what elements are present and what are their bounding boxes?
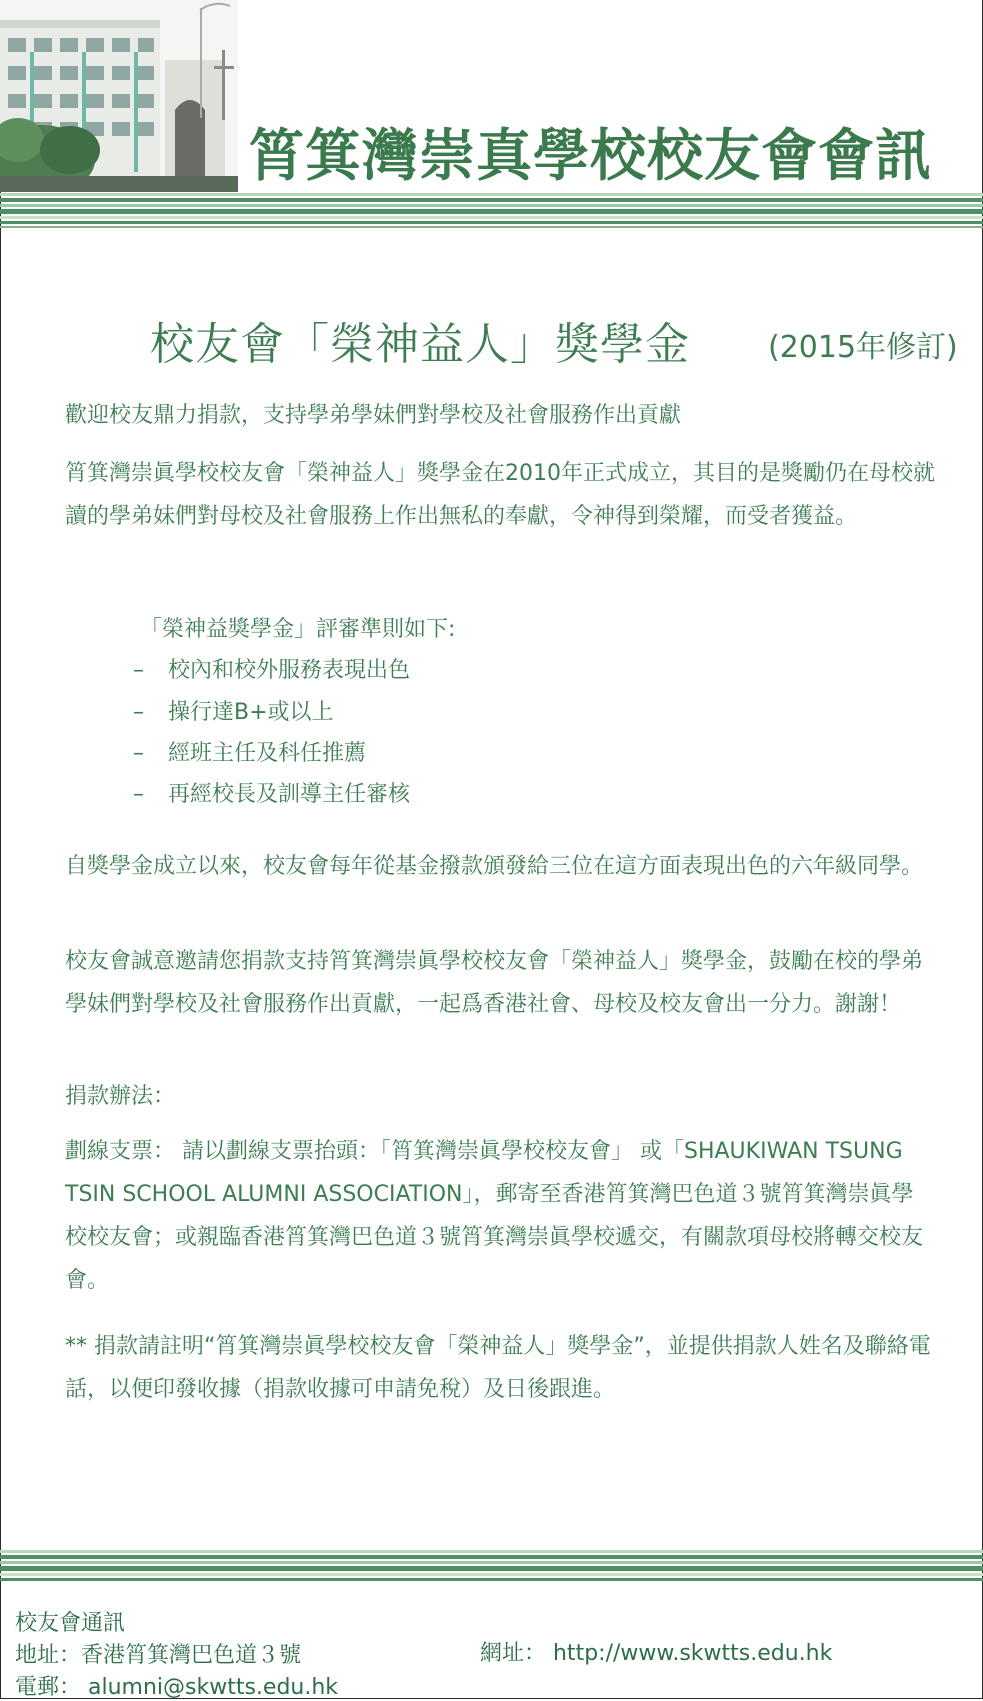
criteria-heading: 「榮神益獎學金」評審準則如下: xyxy=(140,617,456,642)
newsletter-header xyxy=(0,0,983,250)
criteria-item xyxy=(133,777,410,808)
criteria-item xyxy=(133,695,334,726)
scholarship-title-row xyxy=(0,298,983,368)
criteria-item-text: 經班主任及科任推薦 xyxy=(168,741,367,766)
criteria-item-text: 校內和校外服務表現出色 xyxy=(168,658,411,683)
revision-label: (2015年修訂) xyxy=(768,330,958,365)
donation-method-heading: 捐款辦法： xyxy=(65,1084,176,1109)
history-paragraph: 自獎學金成立以來，校友會每年從基金撥款頒發給三位在這方面表現出色的六年級同學。 xyxy=(65,854,924,879)
donation-method-paragraph: 劃線支票： 請以劃線支票抬頭：「筲箕灣崇眞學校校友會」 或「SHAUKIWAN TSUNG TSIN SCHOOL ALUMNI ASSOCIATION」，郵寄至香港筲箕灣巴色道３號筲箕灣崇眞學校校友會；或親臨香港筲箕灣巴色道３號筲箕灣崇眞學校遞交，有關款項母校將轉交校友會。 xyxy=(65,1139,924,1293)
footer-address: 地址：香港筲箕灣巴色道３號 xyxy=(15,1643,302,1668)
dash-bullet: – xyxy=(133,658,144,683)
footer-website: 網址： http://www.skwtts.edu.hk xyxy=(480,1641,833,1666)
dash-bullet: – xyxy=(133,700,144,725)
footer-stripes xyxy=(0,1550,983,1583)
dash-bullet: – xyxy=(133,741,144,766)
establishment-paragraph: 筲箕灣崇眞學校校友會「榮神益人」獎學金在2010年正式成立，其目的是獎勵仍在母校就讀的學弟妹們對母校及社會服務上作出無私的奉獻，令神得到榮耀，而受者獲益。 xyxy=(65,461,935,529)
newsletter-masthead: 筲箕灣崇真學校校友會會訊 xyxy=(248,123,932,189)
footer-newsletter-name: 校友會通訊 xyxy=(15,1611,126,1636)
dash-bullet: – xyxy=(133,782,144,807)
criteria-item xyxy=(133,653,410,684)
invitation-paragraph: 校友會誠意邀請您捐款支持筲箕灣崇眞學校校友會「榮神益人」獎學金，鼓勵在校的學弟學妹們對學校及社會服務作出貢獻，一起爲香港社會、母校及校友會出一分力。謝謝！ xyxy=(65,949,924,1017)
intro-paragraph: 歡迎校友鼎力捐款，支持學弟學妹們對學校及社會服務作出貢獻 xyxy=(65,403,682,428)
criteria-item-text: 操行達B+或以上 xyxy=(168,700,334,725)
donation-note: ** 捐款請註明“筲箕灣崇眞學校校友會「榮神益人」獎學金”，並提供捐款人姓名及聯絡電話，以便印發收據（捐款收據可申請免稅）及日後跟進。 xyxy=(65,1334,931,1402)
footer-email: 電郵： alumni@skwtts.edu.hk xyxy=(15,1675,339,1700)
school-building-photo xyxy=(0,0,238,192)
criteria-item xyxy=(133,736,366,767)
criteria-item-text: 再經校長及訓導主任審核 xyxy=(168,782,411,807)
page-title: 校友會「榮神益人」獎學金 xyxy=(150,319,690,370)
header-stripes xyxy=(0,193,983,230)
